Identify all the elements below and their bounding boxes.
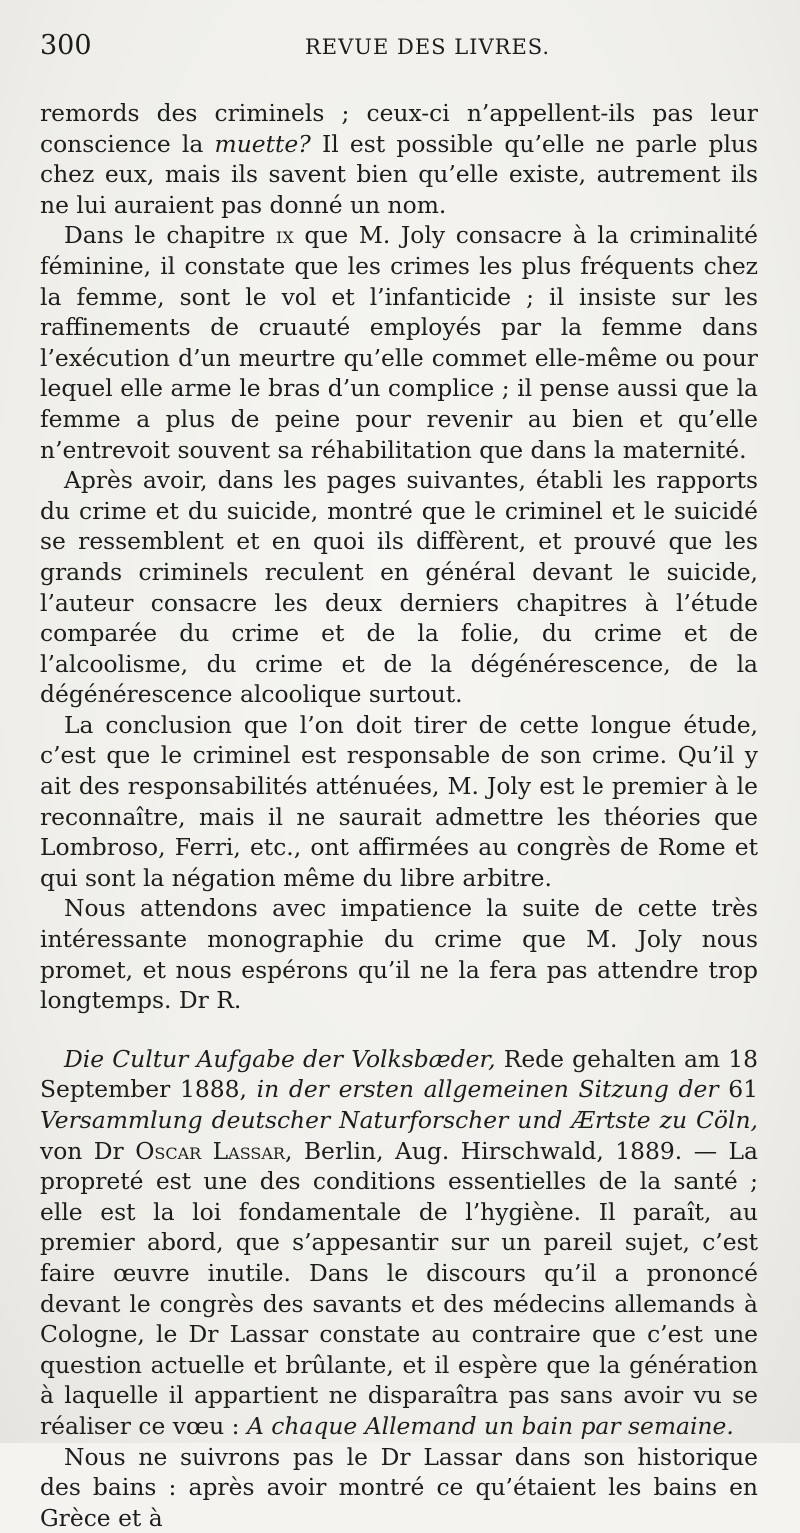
section-gap — [40, 1016, 758, 1044]
paragraph-7: Nous ne suivrons pas le Dr Lassar dans son historique des bains : après avoir montré ce qu’étaient les bains en Grèce et à — [40, 1442, 758, 1532]
review-signature: Dr R. — [178, 986, 242, 1015]
paragraph-2-text: que M. Joly consacre à la criminalité féminine, il constate que les crimes les plus fréquents chez la femme, sont le vol et l’infanticide ; il insiste sur les raffinements de cruauté employés par la femme dans l’exécution d’un meurtre qu’elle commet elle-même ou pour lequel elle arme le bras d’un complice ; il pense aussi que la femme a plus de peine pour revenir au bien et qu’elle n’entrevoit souvent sa réhabilitation que dans la maternité. — [40, 221, 758, 464]
paragraph-6-text: Berlin, Aug. Hirschwald, 1889. — La propreté est une des conditions essentielles de la santé ; elle est la loi fondamentale de l’hygiène. Il paraît, au premier abord, que s’appesantir sur un pareil sujet, c’est faire œuvre inutile. Dans le discours qu’il a prononcé devant le congrès des savants et des médecins allemands à Cologne, le Dr Lassar constate au contraire que c’est une question actuelle et brûlante, et il espère que la génération à laquelle il appartient ne disparaîtra pas sans avoir vu se réaliser ce vœu : — [40, 1136, 758, 1440]
book-title: Die Cultur Aufgabe der Volksbæder, — [64, 1044, 496, 1073]
book-subtitle-italic: in der ersten allgemeinen Sitzung der — [256, 1075, 719, 1104]
paragraph-2-start: Dans le chapitre — [64, 221, 277, 250]
book-author: Oscar Lassar, — [135, 1136, 293, 1165]
book-by: von Dr — [40, 1136, 136, 1165]
body-text — [40, 98, 758, 1533]
book-venue: Versammlung deutscher Naturforscher und Ærtste zu Cöln, — [40, 1106, 758, 1134]
paragraph-3: Après avoir, dans les pages suivantes, établi les rapports du crime et du suicide, montré que le criminel et le suicidé se ressemblent et en quoi ils diffèrent, et prouvé que les grands criminels reculent en général devant le suicide, l’auteur consacre les deux derniers chapitres à l’étude comparée du crime et de la folie, du crime et de l’alcoolisme, du crime et de la dégénérescence, de la dégénérescence alcoolique surtout. — [40, 466, 758, 709]
paragraph-1-text: remords des criminels ; ceux-ci n’appellent-ils pas leur conscience la — [40, 99, 758, 158]
paragraph-5 — [40, 893, 758, 1015]
page-number: 300 — [40, 30, 92, 61]
paragraph-1-italic: muette? — [214, 129, 311, 158]
book-number: 61 — [718, 1075, 758, 1104]
running-head: REVUE DES LIVRES. — [305, 35, 551, 59]
chapter-numeral: ix — [276, 221, 294, 250]
paragraph-6 — [40, 1044, 758, 1442]
paragraph-1-rest: Il est possible qu’elle ne parle plus chez eux, mais ils savent bien qu’elle existe, autrement ils ne lui auraient pas donné un nom. — [40, 129, 758, 219]
page-header — [40, 30, 758, 80]
book-subtitle: Rede gehalten am 18 September 1888, — [40, 1044, 759, 1104]
paragraph-1 — [40, 98, 758, 220]
paragraph-2 — [40, 220, 758, 465]
paragraph-5-text: Nous attendons avec impatience la suite de cette très intéressante monographie du crime que M. Joly nous promet, et nous espérons qu’il ne la fera pas attendre trop longtemps. — [40, 894, 758, 1015]
paragraph-6-quote: A chaque Allemand un bain par semaine. — [246, 1411, 734, 1440]
paragraph-4: La conclusion que l’on doit tirer de cette longue étude, c’est que le criminel est responsable de son crime. Qu’il y ait des responsabilités atténuées, M. Joly est le premier à le reconnaître, mais il ne saurait admettre les théories que Lombroso, Ferri, etc., ont affirmées au congrès de Rome et qui sont la négation même du libre arbitre. — [40, 710, 758, 892]
